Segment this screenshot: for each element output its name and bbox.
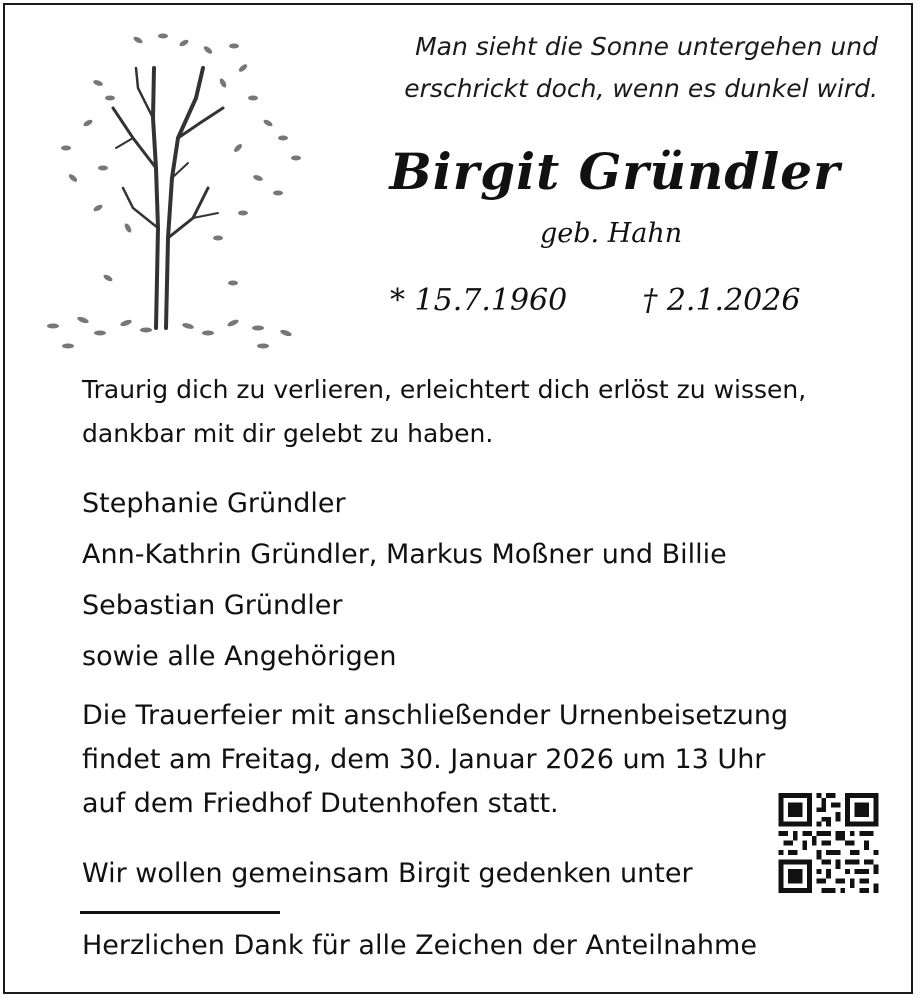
ceremony-line: findet am Freitag, dem 30. Januar 2026 um 13 Uhr [82,744,766,775]
birth-date: * 15.7.1960 [390,283,568,318]
ceremony-info [82,694,788,826]
mourning-line: dankbar mit dir gelebt zu haben. [82,419,494,448]
mourning-text [82,368,806,456]
tree-illustration [38,28,303,353]
motto-line: Man sieht die Sonne untergehen und [415,32,878,61]
ceremony-line: auf dem Friedhof Dutenhofen statt. [82,788,559,819]
mourning-line: Traurig dich zu verlieren, erleichtert dich erlöst zu wissen, [82,375,807,404]
maiden-name: geb. Hahn [540,218,683,249]
motto-quote [318,26,878,110]
memorial-line: Wir wollen gemeinsam Birgit gedenken unter [82,858,693,889]
deceased-name: Birgit Gründler [389,142,841,201]
thanks-line: Herzlichen Dank für alle Zeichen der Anteilnahme [82,930,757,961]
ceremony-line: Die Trauerfeier mit anschließender Urnenbeisetzung [82,700,789,731]
family-list [82,478,727,682]
family-member: Ann-Kathrin Gründler, Markus Moßner und Billie [82,539,727,570]
divider-rule [80,911,280,914]
death-date: † 2.1.2026 [642,283,801,318]
family-member: Stephanie Gründler [82,488,346,519]
family-member: Sebastian Gründler [82,590,343,621]
family-member: sowie alle Angehörigen [82,641,397,672]
motto-line: erschrickt doch, wenn es dunkel wird. [404,74,878,103]
qr-code-icon[interactable] [776,793,881,893]
life-dates [390,283,800,318]
